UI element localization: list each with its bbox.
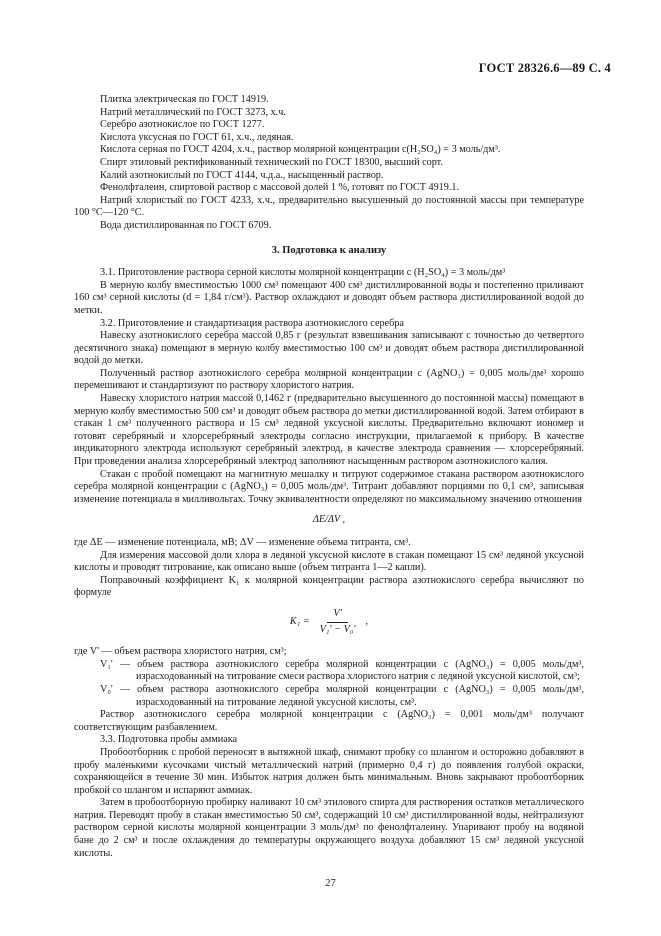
clause-3-2-title: 3.2. Приготовление и стандартизация раствора азотнокислого серебра <box>100 317 404 329</box>
variable-definition: где V' — объем раствора хлористого натрия, см³; <box>74 646 287 658</box>
reagent-item: Калий азотнокислый по ГОСТ 4144, ч.д.а., насыщенный раствор. <box>100 169 384 181</box>
reagent-item: Вода дистиллированная по ГОСТ 6709. <box>100 219 272 231</box>
formula-lhs: K₁ = <box>289 615 310 627</box>
page-content <box>74 94 584 860</box>
clause-3-3-title: 3.3. Подготовка пробы аммиака <box>100 734 238 746</box>
variable-definition: V₀' — объем раствора азотнокислого серебра молярной концентрации c (AgNO₃) = 0,005 моль/дм³, израсходованный на титрование ледяной уксусной кислоты, см³. <box>100 683 584 708</box>
clause-3-2-paragraph: Полученный раствор азотнокислого серебра молярной концентрации c (AgNO₃) = 0,005 моль/дм³ хорошо перемешивают и стандартизуют по раствору хлористого натрия. <box>74 367 584 392</box>
reagent-item: Плитка электрическая по ГОСТ 14919. <box>100 94 269 105</box>
clause-3-2-paragraph: Стакан с пробой помещают на магнитную мешалку и титруют содержимое стакана раствором азотнокислого серебра молярной концентрации c (AgNO₃) = 0,005 моль/дм³. Титрант добавляют порциями по 0,1 см³, записывая изменение потенциала в милливольтах. Точку эквивалентности определяют по максимальному значению отношения <box>74 468 584 505</box>
clause-3-2-paragraph: Для измерения массовой доли хлора в ледяной уксусной кислоте в стакан помещают 15 см³ ледяной уксусной кислоты и проводят титрование, как описано выше (объем титранта 1—2 капли). <box>74 549 584 574</box>
clause-3-2-paragraph: Навеску хлористого натрия массой 0,1462 г (предварительно высушенного до постоянной массы) помещают в мерную колбу вместимостью 500 см³ и доводят объем раствора до метки дистиллированной водой. Затем отбирают в стакан 1 см³ полученного раствора и 15 см³ ледяной уксусной кислоты. Предварительно включают иономер и готовят серебряный и хлорсеребряный электроды согласно инструкции, прилагаемой к прибору. В качестве индикаторного электрода используют серебряный электрод, в качестве электрода сравнения — хлорсеребряный. При проведении анализа хлорсеребряный электрод заполняют насыщенным раствором азотнокислого калия. <box>74 393 584 468</box>
formula-legend: где ΔE — изменение потенциала, мВ; ΔV — изменение объема титранта, см³. <box>74 537 411 548</box>
clause-3-1-title: 3.1. Приготовление раствора серной кислоты молярной концентрации c (H₂SO₄) = 3 моль/дм³ <box>100 267 506 279</box>
clause-3-2-paragraph: Раствор азотнокислого серебра молярной концентрации c (AgNO₃) = 0,001 моль/дм³ получают соответствующим разбавлением. <box>74 709 584 733</box>
section-title: 3. Подготовка к анализу <box>271 244 387 256</box>
formula-tail: , <box>365 615 369 627</box>
clause-3-2-paragraph: Навеску азотнокислого серебра массой 0,85 г (результат взвешивания записывают с точностью до четвертого десятичного знака) помещают в мерную колбу вместимостью 100 см³ и доводят объем раствора дистиллированной водой до метки. <box>74 330 584 367</box>
formula-denominator: V₁' − V₀' <box>319 623 356 635</box>
reagent-item: Натрий хлористый по ГОСТ 4233, х.ч., предварительно высушенный до постоянной массы при температуре 100 °С—120 °С. <box>74 194 584 219</box>
variable-definition: V₁' — объем раствора азотнокислого серебра молярной концентрации c (AgNO₃) = 0,005 моль/дм³, израсходованный на титрование смеси раствора хлористого натрия с ледяной уксусной кислотой, см³; <box>100 658 584 683</box>
clause-3-3-paragraph: Затем в пробоотборную пробирку наливают 10 см³ этилового спирта для растворения остатков металлического натрия. Переводят пробу в стакан вместимостью 50 см³, содержащий 10 см³ дистиллированной воды, нейтрализуют раствором серной кислоты молярной концентрации 3 моль/дм³ по фенолфталеину. Упаривают пробу на водяной бане до 2 см³ и после охлаждения до температуры окружающего воздуха добавляют 15 см³ ледяной уксусной кислоты. <box>74 797 584 859</box>
reagent-item: Серебро азотнокислое по ГОСТ 1277. <box>100 119 265 131</box>
formula-delta-ratio: ΔE/ΔV , <box>312 514 346 526</box>
formula-numerator: V' <box>327 608 347 623</box>
reagent-item: Кислота серная по ГОСТ 4204, х.ч., раствор молярной концентрации c(H₂SO₄) = 3 моль/дм³. <box>100 144 501 156</box>
clause-3-2-paragraph: Поправочный коэффициент K₁ к молярной концентрации раствора азотнокислого серебра вычисляют по формуле <box>74 574 584 599</box>
page-number: 27 <box>325 878 336 889</box>
clause-3-3-paragraph: Пробоотборник с пробой переносят в вытяжной шкаф, снимают пробку со шлангом и осторожно добавляют в пробу маленькими кусочками чистый металлический натрий (примерно 0,4 г) до появления голубой окраски, сохраняющейся в течение 30 мин. Избыток натрия должен быть минимальным. Вновь закрывают пробоотборник пробкой со шлангом и испаряют аммиак. <box>74 746 584 796</box>
clause-3-1-body: В мерную колбу вместимостью 1000 см³ помещают 400 см³ дистиллированной воды и постепенно приливают 160 см³ серной кислоты (d = 1,84 г/см³). Раствор охлаждают и доводят объем раствора дистиллированной водой до метки. <box>74 279 584 316</box>
reagent-item: Фенолфталеин, спиртовой раствор с массовой долей 1 %, готовят по ГОСТ 4919.1. <box>100 182 460 194</box>
formula-correction-coefficient <box>74 608 584 636</box>
formula-fraction <box>314 608 362 636</box>
reagent-item: Спирт этиловый ректификованный технический по ГОСТ 18300, высший сорт. <box>100 156 443 168</box>
reagent-item: Кислота уксусная по ГОСТ 61, х.ч., ледяная. <box>100 131 294 143</box>
reagent-item: Натрий металлический по ГОСТ 3273, х.ч. <box>100 106 286 118</box>
page-header: ГОСТ 28326.6—89 С. 4 <box>478 61 611 75</box>
